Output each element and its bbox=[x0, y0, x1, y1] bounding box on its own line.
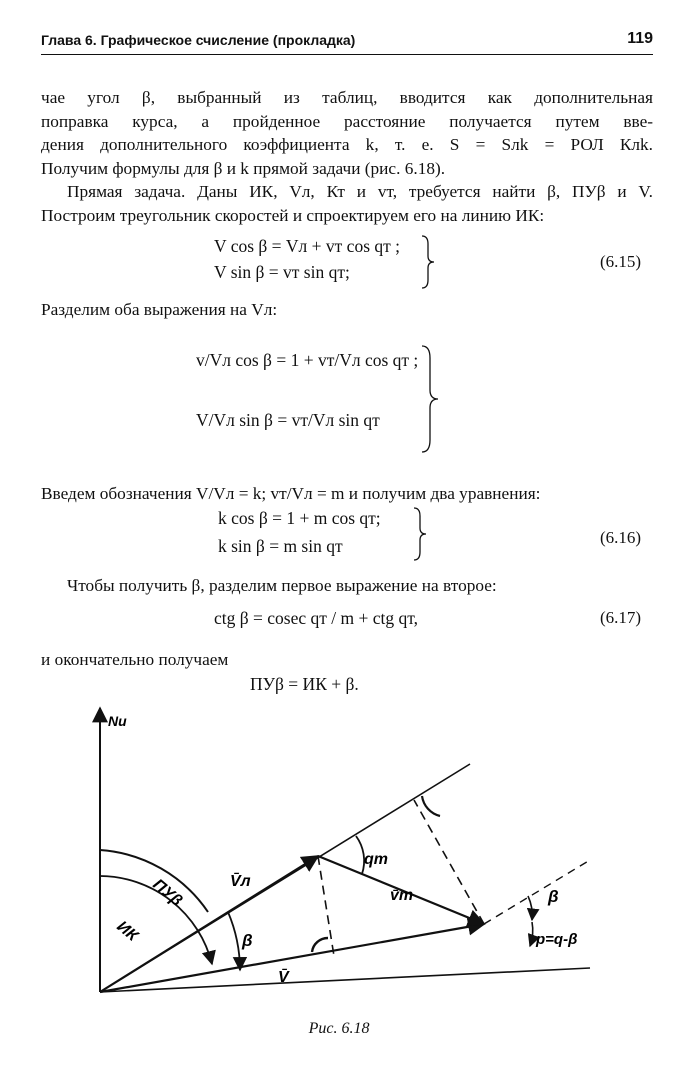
text-line: поправка курса, а пройденное расстояние получается путем вве- bbox=[41, 111, 653, 131]
dashed-extension bbox=[484, 860, 590, 924]
pu-label: ПУβ bbox=[149, 876, 186, 910]
text-line: Построим треугольник скоростей и спроектируем его на линию ИК: bbox=[41, 205, 545, 225]
text-line: Прямая задача. Даны ИК, Vл, Кт и vт, требуется найти β, ПУβ и V. bbox=[67, 182, 653, 201]
equation-number-6-16: (6.16) bbox=[600, 528, 642, 547]
running-header bbox=[41, 28, 653, 55]
p-angle-arc bbox=[530, 922, 533, 946]
dashed-projection bbox=[414, 800, 484, 924]
right-angle-mark bbox=[312, 938, 328, 952]
equation-6-16-line-1: k cos β = 1 + m cos qт; bbox=[218, 508, 381, 528]
v-label: V̄ bbox=[278, 969, 289, 986]
qt-angle-arc bbox=[356, 836, 364, 874]
paragraph-1 bbox=[41, 86, 653, 180]
equation-6-17: ctg β = cosec qт / m + ctg qт, bbox=[214, 608, 418, 628]
equation-divided-line-2: V/Vл sin β = vт/Vл sin qт bbox=[196, 410, 380, 430]
text-line: Получим формулы для β и k прямой задачи (рис. 6.18). bbox=[41, 158, 446, 178]
beta2-angle-arc bbox=[528, 896, 532, 920]
equation-6-16-line-2: k sin β = m sin qт bbox=[218, 536, 343, 556]
vt-label: v̄т bbox=[390, 887, 414, 904]
equation-number-6-15: (6.15) bbox=[600, 252, 642, 271]
beta2-label: β bbox=[548, 887, 559, 906]
equation-6-15-line-2: V sin β = vт sin qт; bbox=[214, 262, 350, 282]
paragraph-3: Разделим оба выражения на Vл: bbox=[41, 300, 278, 319]
beta-angle-arc bbox=[228, 912, 240, 970]
beta-label: β bbox=[242, 931, 253, 950]
figure-caption: Рис. 6.18 bbox=[308, 1020, 370, 1037]
equation-brace bbox=[410, 506, 430, 562]
chapter-title: Глава 6. Графическое счисление (прокладка) bbox=[41, 32, 356, 48]
paragraph-5: Чтобы получить β, разделим первое выражение на второе: bbox=[67, 576, 497, 595]
page-number: 119 bbox=[627, 30, 653, 47]
equation-6-15-line-1: V cos β = Vл + vт cos qт ; bbox=[214, 236, 401, 256]
equation-final: ПУβ = ИК + β. bbox=[250, 674, 359, 694]
equation-divided-line-1: v/Vл cos β = 1 + vт/Vл cos qт ; bbox=[196, 350, 419, 370]
ik-label: ИК bbox=[113, 918, 141, 945]
paragraph-2 bbox=[41, 180, 653, 227]
paragraph-4: Введем обозначения V/Vл = k; vт/Vл = m и получим два уравнения: bbox=[41, 484, 541, 503]
right-angle-mark bbox=[422, 796, 440, 816]
text-line: чае угол β, выбранный из таблиц, вводится как дополнительная bbox=[41, 88, 653, 107]
paragraph-6: и окончательно получаем bbox=[41, 650, 229, 669]
ik-angle-arc bbox=[100, 850, 208, 912]
equation-number-6-17: (6.17) bbox=[600, 608, 642, 627]
equation-brace bbox=[418, 234, 438, 290]
equation-brace bbox=[418, 344, 442, 454]
north-label: Nи bbox=[108, 713, 127, 729]
vl-label: V̄л bbox=[230, 873, 251, 890]
text-line: дения дополнительного коэффициента k, т. е. S = Sлk = РОЛ Клk. bbox=[41, 135, 653, 154]
velocity-triangle-figure bbox=[0, 700, 678, 1010]
p-label: p=q-β bbox=[536, 931, 578, 948]
qt-label: qт bbox=[364, 851, 388, 868]
